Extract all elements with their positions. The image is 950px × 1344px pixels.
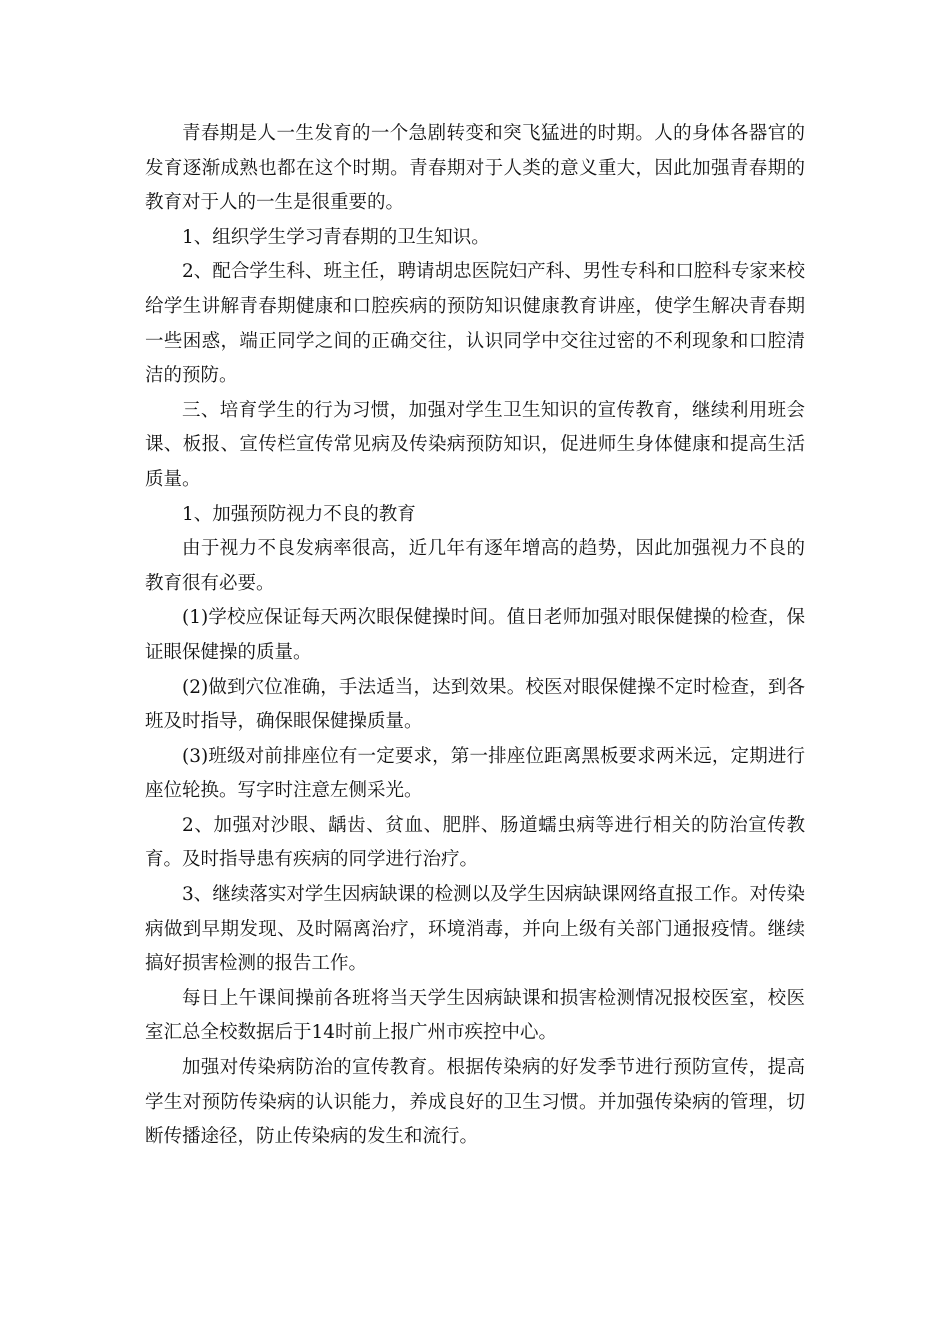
paragraph-intro: 青春期是人一生发育的一个急剧转变和突飞猛进的时期。人的身体各器官的发育逐渐成熟也都在这个时期。青春期对于人类的意义重大，因此加强青春期的教育对于人的一生是很重要的。: [145, 123, 805, 214]
document-body: [145, 117, 805, 1155]
paragraph-section-3: 三、培育学生的行为习惯，加强对学生卫生知识的宣传教育，继续利用班会课、板报、宣传栏宣传常见病及传染病预防知识，促进师生身体健康和提高生活质量。: [145, 399, 805, 490]
paragraph-absence-monitoring: 3、继续落实对学生因病缺课的检测以及学生因病缺课网络直报工作。对传染病做到早期发现、及时隔离治疗，环境消毒，并向上级有关部门通报疫情。继续搞好损害检测的报告工作。: [145, 884, 805, 975]
paragraph-vision-3: (3)班级对前排座位有一定要求，第一排座位距离黑板要求两米远，定期进行座位轮换。写字时注意左侧采光。: [145, 745, 805, 802]
paragraph-vision-reason: 由于视力不良发病率很高，近几年有逐年增高的趋势，因此加强视力不良的教育很有必要。: [145, 538, 805, 594]
paragraph-daily-report: 每日上午课间操前各班将当天学生因病缺课和损害检测情况报校医室，校医室汇总全校数据后于14时前上报广州市疾控中心。: [145, 987, 805, 1044]
paragraph-vision-heading: 1、加强预防视力不良的教育: [182, 503, 416, 525]
paragraph-disease-prevention: 2、加强对沙眼、龋齿、贫血、肥胖、肠道蠕虫病等进行相关的防治宣传教育。及时指导患有疾病的同学进行治疗。: [145, 814, 805, 871]
paragraph-vision-2: (2)做到穴位准确，手法适当，达到效果。校医对眼保健操不定时检查，到各班及时指导，确保眼保健操质量。: [145, 676, 805, 733]
paragraph-infectious-education: 加强对传染病防治的宣传教育。根据传染病的好发季节进行预防宣传，提高学生对预防传染病的认识能力，养成良好的卫生习惯。并加强传染病的管理，切断传播途径，防止传染病的发生和流行。: [145, 1057, 805, 1148]
paragraph-item-2: 2、配合学生科、班主任，聘请胡忠医院妇产科、男性专科和口腔科专家来校给学生讲解青春期健康和口腔疾病的预防知识健康教育讲座，使学生解决青春期一些困惑，端正同学之间的正确交往，认识同学中交往过密的不利现象和口腔清洁的预防。: [145, 261, 805, 387]
paragraph-item-1: 1、组织学生学习青春期的卫生知识。: [182, 226, 490, 248]
paragraph-vision-1: (1)学校应保证每天两次眼保健操时间。值日老师加强对眼保健操的检查，保证眼保健操的质量。: [145, 607, 805, 663]
